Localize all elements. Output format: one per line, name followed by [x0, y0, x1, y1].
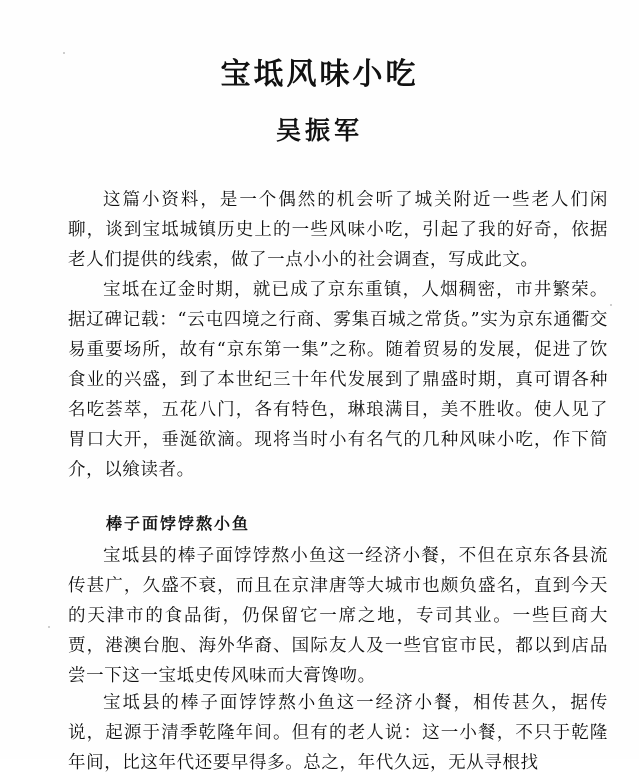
scan-speck [48, 626, 50, 628]
section-paragraph: 宝坻县的棒子面饽饽熬小鱼这一经济小餐，相传甚久，据传说，起源于清季乾隆年间。但有的老人说：这一小餐，不只于乾隆年间，比这年代还要早得多。总之，年代久远，无从寻根找 [68, 693, 608, 773]
section-paragraph: 宝坻县的棒子面饽饽熬小鱼这一经济小餐，不但在京东各县流传甚广，久盛不衰，而且在京津唐等大城市也颇负盛名，直到今天的天津市的食品街，仍保留它一席之地，专司其业。一些巨商大贾，港澳台胞、海外华裔、国际友人及一些官宦市民，都以到店品尝一下这一宝坻史传风味而大膏馋吻。 [68, 546, 608, 686]
history-paragraph: 宝坻在辽金时期，就已成了京东重镇，人烟稠密，市井繁荣。据辽碑记载：“云屯四境之行商、雾集百城之常货。”实为京东通衢交易重要场所，故有“京东第一集”之称。随着贸易的发展，促进了饮食业的兴盛，到了本世纪三十年代发展到了鼎盛时期，真可谓各种名吃荟萃，五花八门，各有特色，琳琅满目，美不胜收。使人见了胃口大开，垂涎欲滴。现将当时小有名气的几种风味小吃，作下简介，以飨读者。 [68, 280, 608, 480]
scan-speck [610, 304, 612, 306]
article-title: 宝坻风味小吃 [220, 57, 419, 92]
article-author: 吴振军 [275, 116, 363, 145]
scan-speck [63, 52, 65, 54]
intro-paragraph: 这篇小资料，是一个偶然的机会听了城关附近一些老人们闲聊，谈到宝坻城镇历史上的一些风味小吃，引起了我的好奇，依据老人们提供的线索，做了一点小小的社会调查，写成此文。 [68, 190, 608, 270]
section-heading: 棒子面饽饽熬小鱼 [106, 514, 251, 533]
